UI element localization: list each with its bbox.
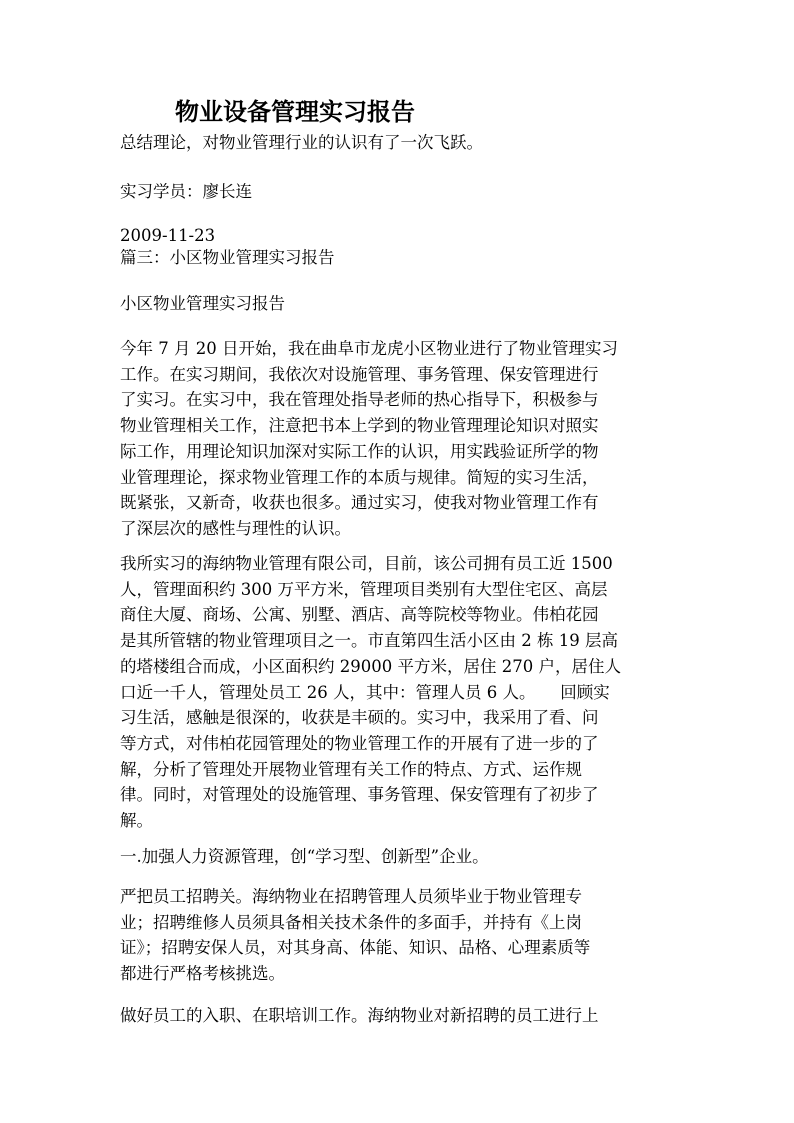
paragraph-line: 我所实习的海纳物业管理有限公司，目前，该公司拥有员工近 1500 xyxy=(120,554,613,573)
paragraph-intro xyxy=(120,336,675,542)
paragraph-line: 物业管理相关工作，注意把书本上学到的物业管理理论知识对照实 xyxy=(120,416,599,436)
paragraph-line: 是其所管辖的物业管理项目之一。市直第四生活小区由 2 栋 19 层高 xyxy=(120,631,618,651)
paragraph-line: 口近一千人，管理处员工 26 人，其中：管理人员 6 人。 回顾实 xyxy=(120,682,610,702)
paragraph-line: 人，管理面积约 300 万平方米，管理项目类别有大型住宅区、高层 xyxy=(120,579,608,599)
paragraph-company xyxy=(120,551,675,834)
paragraph-line: 律。同时，对管理处的设施管理、事务管理、保安管理有了初步了 xyxy=(120,785,599,805)
paragraph-line: 了深层次的感性与理性的认识。 xyxy=(120,518,351,538)
student-line: 实习学员：廖长连 xyxy=(120,182,252,201)
paragraph-line: 业；招聘维修人员须具备相关技术条件的多面手，并持有《上岗 xyxy=(120,912,582,932)
paragraph-recruitment xyxy=(120,884,675,986)
paragraph-line: 工作。在实习期间，我依次对设施管理、事务管理、保安管理进行 xyxy=(120,364,599,384)
paragraph-line: 严把员工招聘关。海纳物业在招聘管理人员须毕业于物业管理专 xyxy=(120,887,582,906)
paragraph-training xyxy=(120,1003,675,1028)
paragraph-line: 今年 7 月 20 日开始，我在曲阜市龙虎小区物业进行了物业管理实习 xyxy=(120,339,618,358)
paragraph-line: 等方式，对伟柏花园管理处的物业管理工作的开展有了进一步的了 xyxy=(120,733,599,753)
paragraph-line: 解。 xyxy=(120,811,153,831)
paragraph-line: 了实习。在实习中，我在管理处指导老师的热心指导下，积极参与 xyxy=(120,390,599,410)
paragraph-line: 既紧张，又新奇，收获也很多。通过实习，使我对物业管理工作有 xyxy=(120,493,599,513)
document-title: 物业设备管理实习报告 xyxy=(175,97,415,126)
paragraph-line: 习生活，感触是很深的，收获是丰硕的。实习中，我采用了看、问 xyxy=(120,708,599,728)
paragraph-line: 都进行严格考核挑选。 xyxy=(120,963,285,983)
paragraph-line: 商住大厦、商场、公寓、别墅、酒店、高等院校等物业。伟柏花园 xyxy=(120,605,599,625)
summary-line: 总结理论，对物业管理行业的认识有了一次飞跃。 xyxy=(120,133,483,152)
paragraph-line: 做好员工的入职、在职培训工作。海纳物业对新招聘的员工进行上 xyxy=(120,1006,599,1025)
report-subtitle: 小区物业管理实习报告 xyxy=(120,294,285,313)
chapter-heading: 篇三：小区物业管理实习报告 xyxy=(120,248,335,267)
paragraph-line: 证》；招聘安保人员，对其身高、体能、知识、品格、心理素质等 xyxy=(120,938,591,957)
date-line: 2009-11-23 xyxy=(120,226,216,245)
paragraph-line: 解，分析了管理处开展物业管理有关工作的特点、方式、运作规 xyxy=(120,759,582,779)
paragraph-line: 的塔楼组合而成，小区面积约 29000 平方米，居住 270 户，居住人 xyxy=(120,656,621,676)
section-heading: 一.加强人力资源管理，创“学习型、创新型”企业。 xyxy=(120,847,489,866)
paragraph-line: 业管理理论，探求物业管理工作的本质与规律。简短的实习生活， xyxy=(120,467,599,487)
paragraph-line: 际工作，用理论知识加深对实际工作的认识，用实践验证所学的物 xyxy=(120,441,599,461)
